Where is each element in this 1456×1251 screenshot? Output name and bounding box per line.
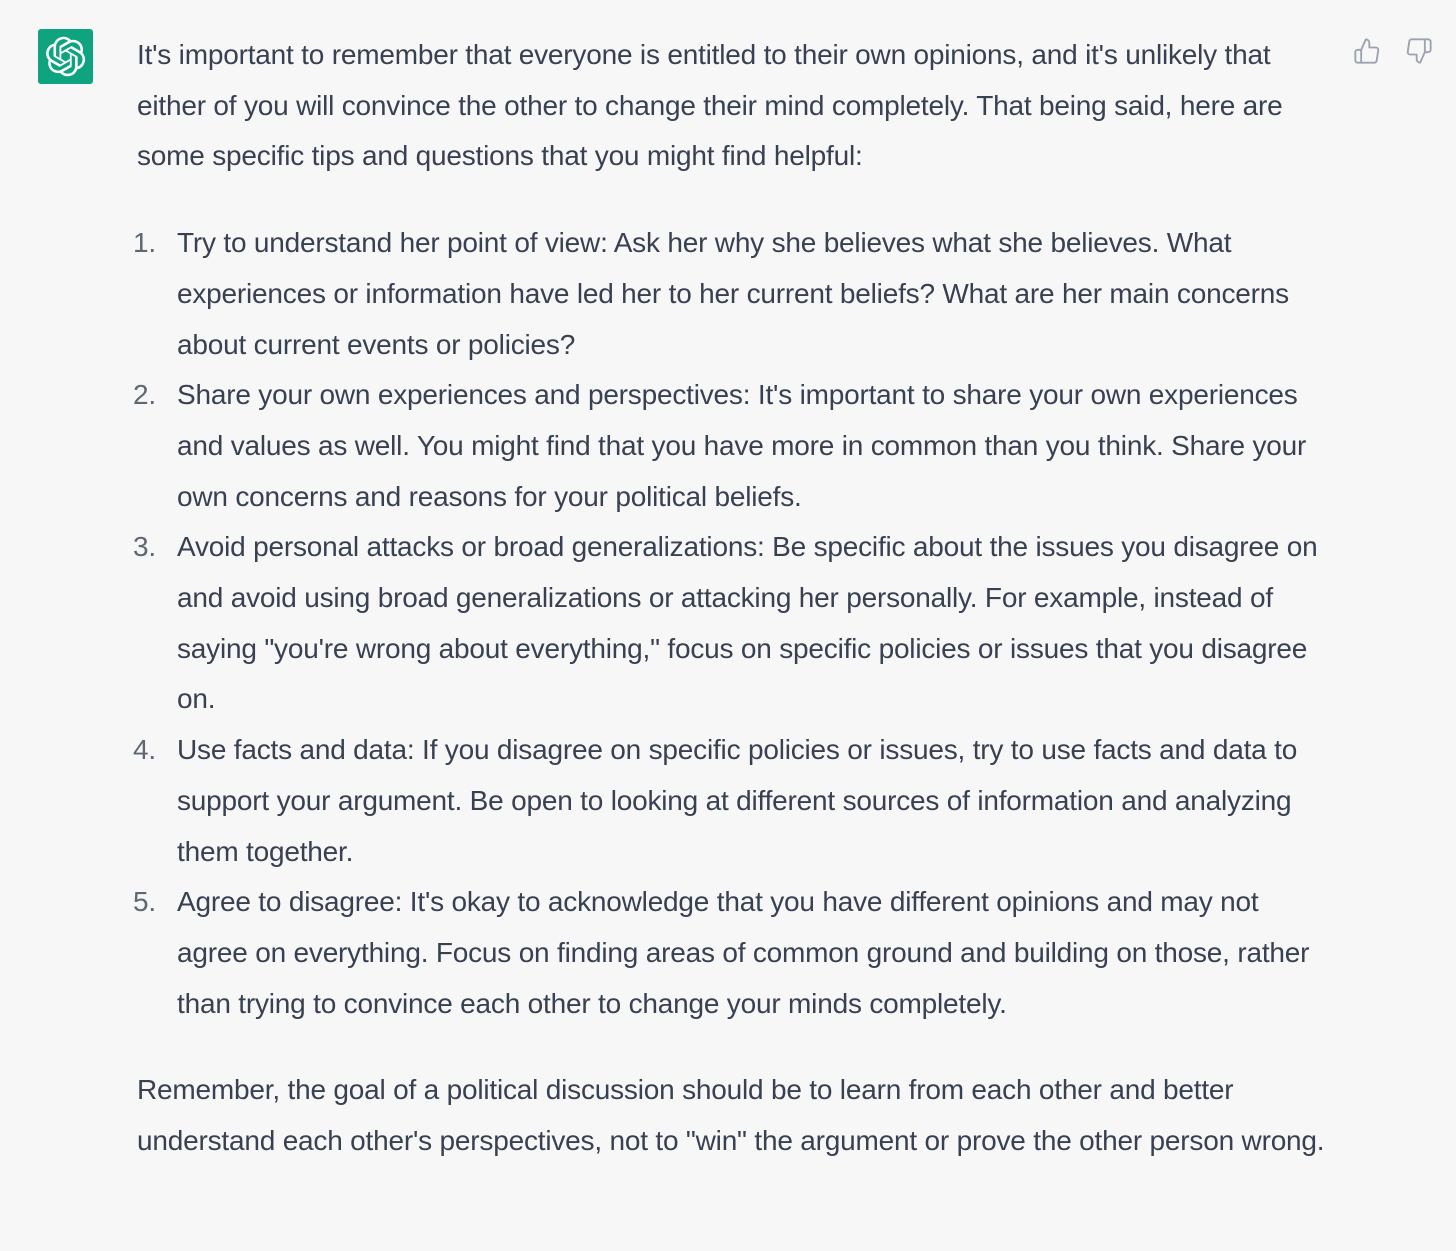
list-item-text: Avoid personal attacks or broad generalizations: Be specific about the issues you disagree on and avoid using broad generalizations or attacking her personally. For example, instead of saying "you're wrong about everything," focus on specific policies or issues that you disagree on. <box>177 531 1318 715</box>
list-item <box>133 877 1327 1029</box>
thumbs-down-icon <box>1405 37 1433 65</box>
list-item-text: Agree to disagree: It's okay to acknowledge that you have different opinions and may not agree on everything. Focus on finding areas of common ground and building on those, rather than trying to convince each other to change your minds completely. <box>177 886 1310 1019</box>
thumbs-down-button[interactable] <box>1404 36 1434 66</box>
list-item <box>133 522 1327 725</box>
list-item <box>133 218 1327 370</box>
tips-list <box>133 218 1327 1029</box>
list-item-number: 2. <box>133 379 156 411</box>
thumbs-up-button[interactable] <box>1352 36 1382 66</box>
list-item <box>133 725 1327 877</box>
openai-logo-icon <box>45 36 86 77</box>
list-item-text: Share your own experiences and perspectives: It's important to share your own experiences and values as well. You might find that you have more in common than you think. Share your own concerns and reasons for your political beliefs. <box>177 379 1307 512</box>
message-conclusion: Remember, the goal of a political discussion should be to learn from each other and better understand each other's perspectives, not to "win" the argument or prove the other person wrong. <box>137 1074 1325 1157</box>
list-item-number: 3. <box>133 531 156 563</box>
thumbs-up-icon <box>1353 37 1381 65</box>
list-item-text: Use facts and data: If you disagree on specific policies or issues, try to use facts and data to support your argument. Be open to looking at different sources of information and analyzing them together. <box>177 734 1298 867</box>
message-intro: It's important to remember that everyone is entitled to their own opinions, and it's unlikely that either of you will convince the other to change their mind completely. That being said, here are some specific tips and questions that you might find helpful: <box>137 39 1283 172</box>
message-content <box>133 30 1327 1167</box>
list-item-number: 4. <box>133 734 156 766</box>
list-item <box>133 370 1327 522</box>
list-item-number: 1. <box>133 227 156 259</box>
list-item-number: 5. <box>133 886 156 918</box>
feedback-buttons <box>1352 36 1434 66</box>
assistant-avatar <box>38 29 93 84</box>
list-item-text: Try to understand her point of view: Ask her why she believes what she believes. What experiences or information have led her to her current beliefs? What are her main concerns about current events or policies? <box>177 227 1289 360</box>
